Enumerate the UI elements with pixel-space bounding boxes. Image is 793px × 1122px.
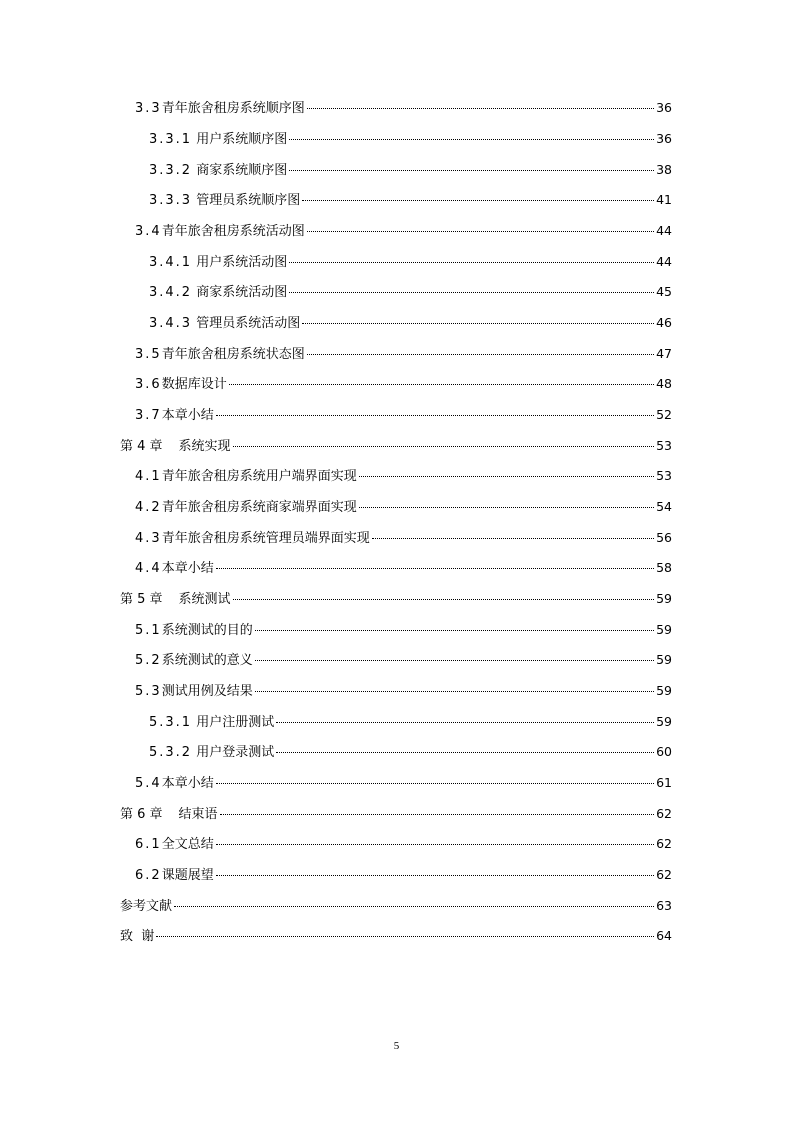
- toc-page: 41: [656, 192, 672, 207]
- toc-page: 63: [656, 898, 672, 913]
- dot-leader: [359, 506, 654, 508]
- toc-title: 青年旅舍租房系统用户端界面实现: [161, 469, 357, 484]
- dot-leader: [289, 291, 654, 293]
- dot-leader: [307, 107, 654, 109]
- toc-title: 数据库设计: [161, 377, 227, 392]
- dot-leader: [156, 935, 654, 937]
- toc-number: 5.3.2: [149, 745, 193, 760]
- toc-number: 5.4: [135, 776, 162, 791]
- toc-entry[interactable]: [135, 615, 672, 645]
- toc-number: 3.5: [135, 347, 162, 362]
- toc-title: 用户登录测试: [196, 745, 275, 760]
- dot-leader: [255, 659, 654, 661]
- toc-chapter-number: 第 6 章: [120, 807, 163, 822]
- dot-leader: [307, 353, 654, 355]
- dot-leader: [302, 199, 654, 201]
- toc-entry[interactable]: [149, 185, 672, 215]
- toc-number: 6.2: [135, 868, 162, 883]
- toc-page: 64: [656, 928, 672, 943]
- toc-page: 38: [656, 162, 672, 177]
- toc-title: 系统测试的目的: [161, 623, 253, 638]
- toc-number: 5.3.1: [149, 715, 193, 730]
- dot-leader: [276, 721, 654, 723]
- toc-number: 3.4.2: [149, 285, 193, 300]
- toc-references-entry[interactable]: [120, 891, 672, 921]
- toc-entry[interactable]: [135, 400, 672, 430]
- toc-number: 4.1: [135, 469, 162, 484]
- dot-leader: [220, 813, 655, 815]
- toc-entry[interactable]: [135, 93, 672, 123]
- toc-number: 5.2: [135, 653, 162, 668]
- toc-entry[interactable]: [149, 707, 672, 737]
- toc-title: 本章小结: [161, 561, 214, 576]
- toc-entry[interactable]: [149, 155, 672, 185]
- toc-page: 60: [656, 744, 672, 759]
- toc-chapter-number: 第 4 章: [120, 439, 163, 454]
- toc-page: 44: [656, 223, 672, 238]
- dot-leader: [255, 629, 654, 631]
- toc-title: 青年旅舍租房系统活动图: [161, 224, 305, 239]
- dot-leader: [359, 475, 654, 477]
- toc-title: 青年旅舍租房系统状态图: [161, 347, 305, 362]
- toc-page: 56: [656, 530, 672, 545]
- toc-page: 54: [656, 499, 672, 514]
- toc-page: 45: [656, 284, 672, 299]
- toc-entry[interactable]: [135, 523, 672, 553]
- toc-title: 用户注册测试: [196, 715, 275, 730]
- toc-number: 4.4: [135, 561, 162, 576]
- dot-leader: [216, 567, 654, 569]
- dot-leader: [216, 843, 654, 845]
- dot-leader: [174, 905, 654, 907]
- toc-entry[interactable]: [135, 768, 672, 798]
- toc-number: 4.3: [135, 531, 162, 546]
- toc-number: 5.3: [135, 684, 162, 699]
- toc-title: 管理员系统活动图: [196, 316, 301, 331]
- dot-leader: [229, 383, 654, 385]
- toc-title: 全文总结: [161, 837, 214, 852]
- toc-title: 课题展望: [161, 868, 214, 883]
- toc-title: 用户系统活动图: [196, 255, 288, 270]
- toc-number: 3.4.1: [149, 255, 193, 270]
- toc-page: 62: [656, 867, 672, 882]
- toc-title: 青年旅舍租房系统顺序图: [161, 101, 305, 116]
- toc-title: 本章小结: [161, 408, 214, 423]
- toc-entry[interactable]: [135, 829, 672, 859]
- dot-leader: [233, 598, 655, 600]
- toc-title: 用户系统顺序图: [196, 132, 288, 147]
- toc-entry[interactable]: [149, 247, 672, 277]
- toc-page: 52: [656, 407, 672, 422]
- toc-number: 3.3.1: [149, 132, 193, 147]
- toc-title: 测试用例及结果: [161, 684, 253, 699]
- dot-leader: [372, 537, 654, 539]
- toc-entry[interactable]: [135, 369, 672, 399]
- toc-page: 59: [656, 652, 672, 667]
- toc-entry[interactable]: [135, 339, 672, 369]
- toc-title: 参考文献: [120, 899, 173, 914]
- toc-page: 59: [656, 714, 672, 729]
- toc-page: 36: [656, 100, 672, 115]
- toc-page: 46: [656, 315, 672, 330]
- toc-number: 3.3: [135, 101, 162, 116]
- toc-title: 青年旅舍租房系统商家端界面实现: [161, 500, 357, 515]
- toc-title: 本章小结: [161, 776, 214, 791]
- dot-leader: [289, 261, 654, 263]
- toc-entry[interactable]: [149, 277, 672, 307]
- toc-title: 商家系统顺序图: [196, 163, 288, 178]
- toc-entry[interactable]: [135, 645, 672, 675]
- toc-entry[interactable]: [135, 492, 672, 522]
- page-number: 5: [393, 1040, 400, 1052]
- toc-page: 53: [656, 468, 672, 483]
- dot-leader: [216, 414, 654, 416]
- toc-entry[interactable]: [135, 553, 672, 583]
- toc-chapter-entry[interactable]: [120, 799, 672, 829]
- toc-number: 3.4: [135, 224, 162, 239]
- toc-entry[interactable]: [149, 124, 672, 154]
- dot-leader: [307, 230, 654, 232]
- toc-title: 系统实现: [178, 439, 231, 454]
- toc-page: 53: [656, 438, 672, 453]
- toc-entry[interactable]: [149, 737, 672, 767]
- toc-page: 44: [656, 254, 672, 269]
- toc-chapter-entry[interactable]: [120, 431, 672, 461]
- toc-entry[interactable]: [135, 461, 672, 491]
- dot-leader: [302, 322, 654, 324]
- toc-number: 6.1: [135, 837, 162, 852]
- dot-leader: [216, 874, 654, 876]
- dot-leader: [289, 138, 654, 140]
- toc-entry[interactable]: [135, 676, 672, 706]
- toc-title: 系统测试的意义: [161, 653, 253, 668]
- toc-number: 3.3.2: [149, 163, 193, 178]
- toc-entry[interactable]: [135, 216, 672, 246]
- toc-page: 59: [656, 683, 672, 698]
- toc-page: 48: [656, 376, 672, 391]
- dot-leader: [289, 169, 654, 171]
- toc-entry[interactable]: [149, 308, 672, 338]
- dot-leader: [255, 690, 654, 692]
- dot-leader: [276, 751, 654, 753]
- toc-page: 36: [656, 131, 672, 146]
- toc-number: 3.3.3: [149, 193, 193, 208]
- toc-entry[interactable]: [135, 860, 672, 890]
- toc-page: 62: [656, 806, 672, 821]
- toc-page: 62: [656, 836, 672, 851]
- toc-number: 3.7: [135, 408, 162, 423]
- toc-page: 47: [656, 346, 672, 361]
- toc-chapter-entry[interactable]: [120, 584, 672, 614]
- toc-title: 结束语: [178, 807, 218, 822]
- toc-page: 59: [656, 622, 672, 637]
- toc-number: 3.4.3: [149, 316, 193, 331]
- toc-page: 61: [656, 775, 672, 790]
- toc-number: 3.6: [135, 377, 162, 392]
- toc-title: 管理员系统顺序图: [196, 193, 301, 208]
- toc-chapter-number: 第 5 章: [120, 592, 163, 607]
- toc-number: 5.1: [135, 623, 162, 638]
- dot-leader: [216, 782, 654, 784]
- dot-leader: [233, 445, 655, 447]
- toc-title: 致 谢: [120, 929, 155, 944]
- toc-title: 商家系统活动图: [196, 285, 288, 300]
- toc-number: 4.2: [135, 500, 162, 515]
- toc-title: 系统测试: [178, 592, 231, 607]
- toc-page: 59: [656, 591, 672, 606]
- toc-acknowledgements-entry[interactable]: [120, 921, 672, 951]
- toc-page: 58: [656, 560, 672, 575]
- toc-title: 青年旅舍租房系统管理员端界面实现: [161, 531, 370, 546]
